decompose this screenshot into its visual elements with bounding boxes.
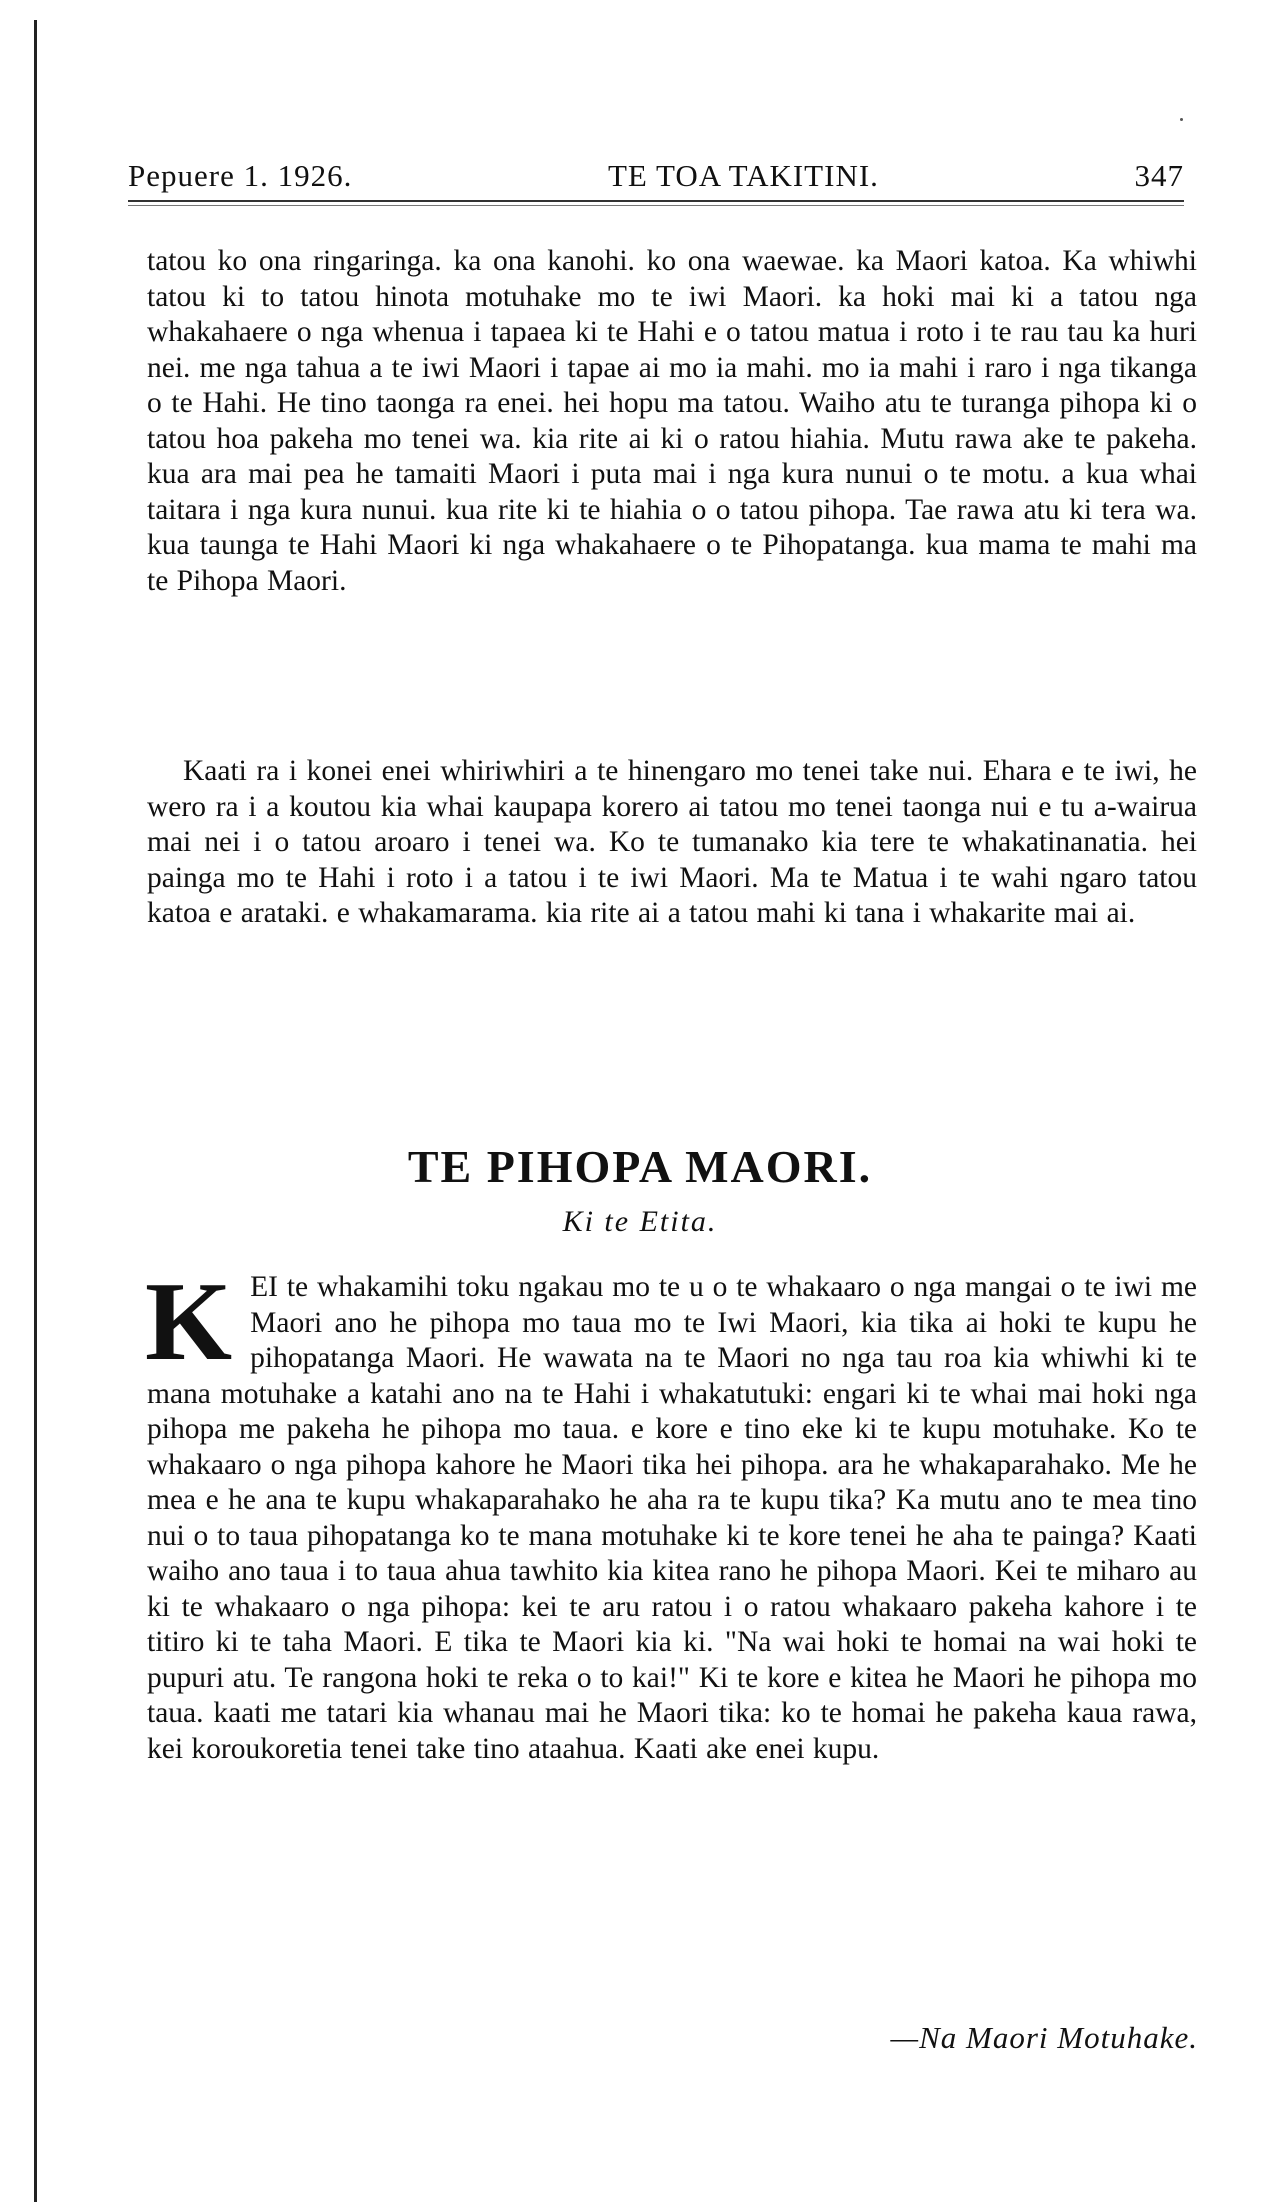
drop-cap: K (145, 1260, 233, 1384)
scan-edge-line (34, 20, 37, 2202)
letter-text: EI te whakamihi toku ngakau mo te u o te whakaaro o nga mangai o te iwi me Maori ano he pihopa mo taua mo te Iwi Maori, kia tika ai hoki te kupu he pihopatanga Maori. He wawata na te Maori no nga tau roa kia whiwhi ki te mana motuhake a katahi ano na te Hahi i whakatutuki: engari ki te whai mai hoki nga pihopa me pakeha he pihopa mo taua. e kore e tino eke ki te kupu motuhake. Ko te whakaaro o nga pihopa kahore he Maori tika hei pihopa. ara he whakaparahako. Me he mea e he ana te kupu whakaparahako he aha ra te kupu tika? Ka mutu ano te mea tino nui o to taua pihopatanga ko te mana motuhake ki te kore tenei he aha te painga? Kaati waiho ano taua i to taua ahua tawhito kia kitea rano he pihopa Maori. Kei te miharo au ki te whakaaro o nga pihopa: kei te aru ratou i o ratou whakaaro pakeha kahore i te titiro ki te taha Maori. E tika te Maori kia ki. "Na wai hoki te homai na wai hoki te pupuri atu. Te rangona hoki te reka o to kai!" Ki te kore e kitea he Maori he pihopa mo taua. kaati me tatari kia whanau mai he Maori tika: ko te homai he pakeha kaua rawa, kei koroukoretia tenei take tino ataahua. Kaati ake enei kupu. (147, 1271, 1197, 1765)
header-rule-thin (128, 205, 1184, 206)
article-title: TE PIHOPA MAORI. (407, 1141, 873, 1192)
body-paragraph-2: Kaati ra i konei enei whiriwhiri a te hinengaro mo tenei take nui. Ehara e te iwi, he wero ra i a koutou kia whai kaupapa korero ai tatou mo tenei taonga nui e tu a-wairua mai nei i o tatou aroaro i tenei wa. Ko te tumanako kia tere te whakatinanatia. hei painga mo te Hahi i roto i a tatou i te iwi Maori. Ma te Matua i te wahi ngaro tatou katoa e arataki. e whakamarama. kia rite ai a tatou mahi ki tana i whakarite mai ai. (147, 755, 1197, 929)
scan-speck (1180, 118, 1183, 121)
article-subtitle: Ki te Etita. (562, 1205, 718, 1238)
body-paragraph-1: tatou ko ona ringaringa. ka ona kanohi. ko ona waewae. ka Maori katoa. Ka whiwhi tatou ki to tatou hinota motuhake mo te iwi Maori. ka hoki mai ki a tatou nga whakahaere o nga whenua i tapaea ki te Hahi e o tatou matua i roto i te rau tau ka huri nei. me nga tahua a te iwi Maori i tapae ai mo ia mahi. mo ia mahi i raro i nga tikanga o te Hahi. He tino taonga ra enei. hei hopu ma tatou. Waiho atu te turanga pihopa ki o tatou hoa pakeha mo tenei wa. kia rite ai ki o ratou hiahia. Mutu rawa ake te pakeha. kua ara mai pea he tamaiti Maori i puta mai i nga kura nunui o te motu. a kua whai taitara i nga kura nunui. kua rite ki te hiahia o o tatou pihopa. Tae rawa atu ki tera wa. kua taunga te Hahi Maori ki nga whakahaere o te Pihopatanga. kua mama te mahi ma te Pihopa Maori. (147, 245, 1197, 597)
letter-signature: —Na Maori Motuhake. (890, 2020, 1198, 2055)
letter-body (145, 1260, 1197, 1767)
header-journal-title: TE TOA TAKITINI. (607, 158, 879, 193)
header-date: Pepuere 1. 1926. (128, 158, 353, 193)
header-rule (128, 200, 1184, 202)
running-header (128, 158, 1184, 194)
header-page-number: 347 (1134, 158, 1184, 193)
